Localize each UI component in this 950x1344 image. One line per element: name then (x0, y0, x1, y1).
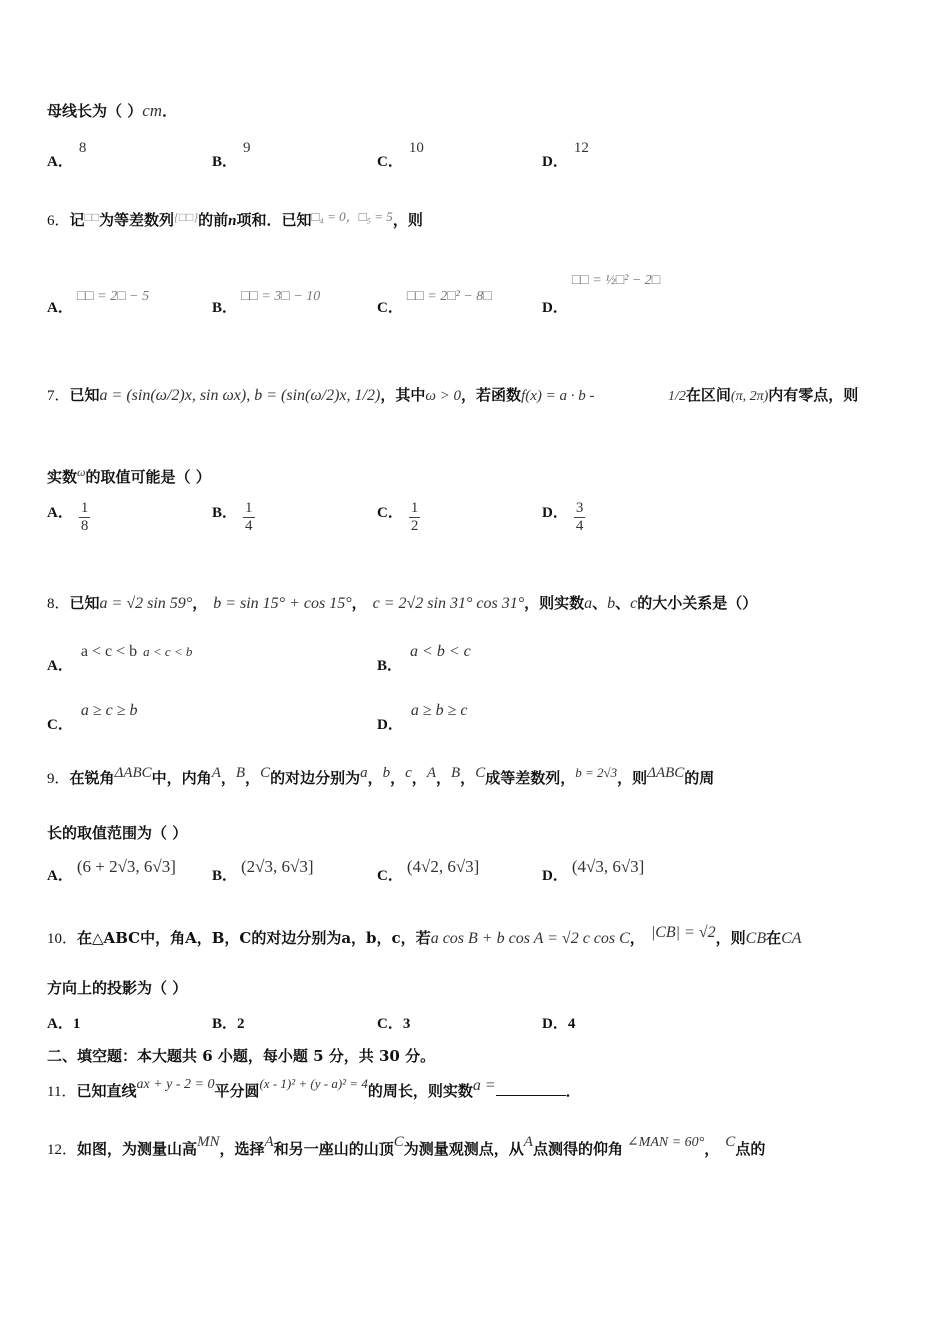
q7-stem: 7．已知a = (sin(ω/2)x, sin ωx), b = (sin(ω/2)x, 1/2)，其中ω > 0，若函数f(x) = a · b - (47, 386, 595, 404)
q6-option-b[interactable]: B．□□ = 3□ − 10 (212, 289, 321, 316)
q5-unit: cm (142, 101, 163, 120)
q9-stem-line2: 长的取值范围为（ ） (47, 824, 188, 842)
q5-option-c[interactable]: C．10 (377, 140, 424, 170)
q6-stem: 6．记□□为等差数列{□□}的前n项和．已知□₄ = 0，□₅ = 5，则 (47, 209, 423, 229)
q9-stem: 9．在锐角ΔABC中，内角A，B，C的对边分别为a，b，c，A，B，C成等差数列，b = 2√3，则ΔABC的周 (47, 765, 715, 787)
q7-option-d[interactable]: D． $\frac{3}{4}$ (542, 500, 584, 534)
q8-option-c[interactable]: C．a ≥ c ≥ b (47, 702, 138, 733)
q6-option-c[interactable]: C．□□ = 2□² − 8□ (377, 289, 492, 316)
q8-option-b[interactable]: B．a < b < c (377, 643, 471, 674)
q6-option-a[interactable]: A．□□ = 2□ − 5 (47, 289, 150, 316)
q5-option-a[interactable]: A．8 (47, 140, 87, 170)
q7-option-a[interactable]: A． $\frac{1}{8}$ (47, 500, 89, 534)
q9-option-a[interactable]: A． (6 + 2√3, 6√3] (47, 857, 176, 884)
q5-option-d[interactable]: D．12 (542, 140, 589, 170)
q5-option-b[interactable]: B．9 (212, 140, 251, 170)
q10-stem-line2: 方向上的投影为（ ） (47, 979, 188, 997)
q10-option-b[interactable]: B．2 (212, 1016, 245, 1032)
q11-answer-blank[interactable] (496, 1081, 566, 1096)
q11-stem: 11．已知直线ax + y - 2 = 0平分圆(x - 1)² + (y - a)² = 4的周长，则实数a = ． (47, 1076, 581, 1100)
q7-stem-line2: 实数$^\omega$的取值可能是（ ） (47, 465, 211, 486)
q9-option-c[interactable]: C． (4√2, 6√3] (377, 857, 480, 884)
q7-stem-tail: 1/2在区间(π, 2π)内有零点，则 (668, 386, 859, 404)
q6-option-d[interactable]: D．□□ = ½□² − 2□ (542, 273, 661, 316)
q5-stem: 母线长为（ ）cm． (47, 101, 178, 120)
q10-option-c[interactable]: C．3 (377, 1016, 411, 1032)
q7-option-b[interactable]: B． $\frac{1}{4}$ (212, 500, 253, 534)
q8-option-a[interactable]: A．a < c < b a < c < b (47, 643, 193, 674)
q8-option-d[interactable]: D．a ≥ b ≥ c (377, 702, 468, 733)
q10-stem: 10．在△ABC中，角A，B，C的对边分别为a，b，c，若a cos B + b cos A = √2 c cos C， |CB| = √2，则CB在CA (47, 924, 802, 947)
section-heading: 二、填空题：本大题共 6 小题，每小题 5 分，共 30 分。 (47, 1047, 436, 1065)
q9-option-b[interactable]: B． (2√3, 6√3] (212, 857, 314, 884)
q12-stem: 12．如图，为测量山高MN，选择A和另一座山的山顶C为测量观测点，从A点测得的仰角 ∠MAN = 60°， C点的 (47, 1134, 766, 1158)
q10-option-d[interactable]: D．4 (542, 1016, 576, 1032)
q10-option-a[interactable]: A．1 (47, 1016, 81, 1032)
q8-stem: 8．已知a = √2 sin 59°， b = sin 15° + cos 15°， c = 2√2 sin 31° cos 31°，则实数a、b、c的大小关系是（） (47, 594, 758, 612)
q7-option-c[interactable]: C． $\frac{1}{2}$ (377, 500, 419, 534)
q9-option-d[interactable]: D． (4√3, 6√3] (542, 857, 645, 884)
